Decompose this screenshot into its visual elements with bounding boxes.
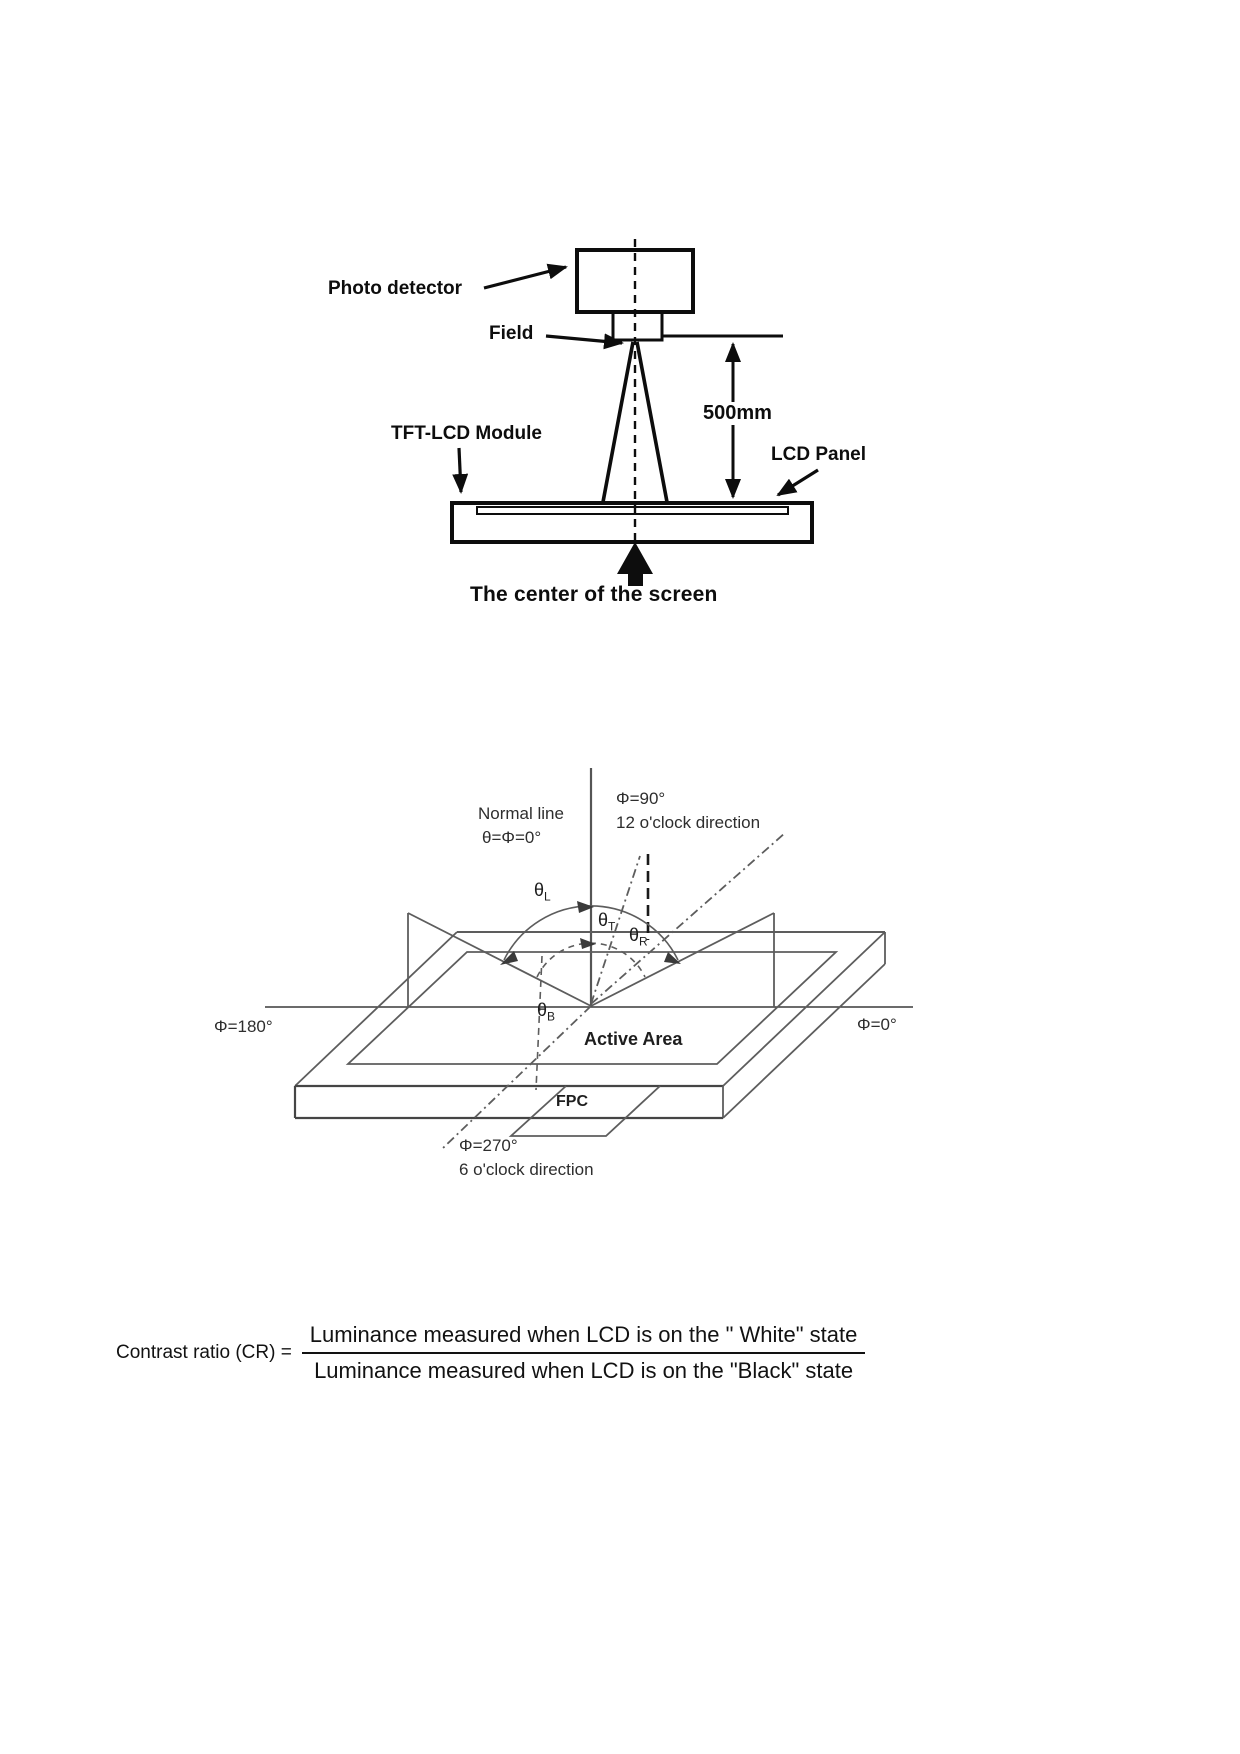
theta-t-base: θ: [598, 910, 609, 930]
distance-500mm-label: 500mm: [703, 402, 772, 424]
photo-detector-label: Photo detector: [328, 278, 463, 299]
theta-r-base: θ: [629, 925, 640, 945]
cone-left-edge: [603, 342, 633, 502]
twelve-oclock-label: 12 o'clock direction: [616, 813, 761, 832]
formula-fraction: [302, 1322, 866, 1384]
theta-t-sub: T: [608, 919, 616, 934]
normal-line-label: Normal line: [478, 804, 564, 823]
theta-r-sub: R: [639, 934, 648, 949]
slab-bottom-right-edge: [723, 964, 885, 1118]
active-area-label: Active Area: [584, 1029, 683, 1049]
lcd-panel-arrow: [778, 470, 818, 495]
contrast-ratio-formula: [116, 1322, 865, 1384]
normal-angle-label: θ=Φ=0°: [482, 828, 542, 847]
tft-lcd-module-label: TFT-LCD Module: [391, 423, 542, 444]
field-label: Field: [489, 323, 534, 344]
slab-right-edge: [723, 932, 885, 1086]
formula-numerator: Luminance measured when LCD is on the " White" state: [302, 1322, 866, 1354]
slab-left-edge: [295, 932, 457, 1086]
theta-t-label: [598, 910, 615, 934]
theta-b-base: θ: [537, 1000, 548, 1020]
phi-90-label: Φ=90°: [616, 789, 666, 808]
lcd-panel-label: LCD Panel: [771, 444, 867, 465]
six-oclock-label: 6 o'clock direction: [459, 1160, 594, 1179]
theta-l-base: θ: [534, 880, 545, 900]
screen-center-caption: The center of the screen: [470, 583, 718, 606]
photo-detector-arrow: [484, 267, 566, 288]
phi-180-label: Φ=180°: [214, 1017, 273, 1036]
module-arrow: [459, 448, 461, 492]
formula-denominator: Luminance measured when LCD is on the "Black" state: [314, 1358, 854, 1383]
phi-270-label: Φ=270°: [459, 1136, 518, 1155]
left-plane-hypotenuse: [408, 913, 591, 1006]
inner-arc-arrowhead: [580, 938, 596, 949]
theta-b-label: [537, 1000, 555, 1024]
right-plane-hypotenuse: [591, 913, 774, 1006]
cone-right-edge: [637, 342, 667, 502]
phi270-direction-line: [443, 1006, 591, 1148]
theta-b-sub: B: [547, 1009, 556, 1024]
screen-center-arrow: [617, 542, 653, 586]
field-arrow: [546, 336, 622, 343]
theta-l-sub: L: [544, 889, 551, 904]
theta-l-label: [534, 880, 551, 904]
theta-r-label: [629, 925, 648, 949]
arc-right-arrowhead: [664, 952, 681, 964]
fpc-label: FPC: [556, 1093, 588, 1110]
detector-lens-box: [613, 312, 662, 340]
viewing-angle-figure: [265, 768, 913, 1148]
arc-left-arrowhead: [500, 951, 518, 965]
phi-0-label: Φ=0°: [857, 1015, 897, 1034]
formula-lhs: Contrast ratio (CR) =: [116, 1342, 292, 1363]
lcd-module-outline: [452, 503, 812, 542]
lcd-panel-glass: [477, 507, 788, 514]
